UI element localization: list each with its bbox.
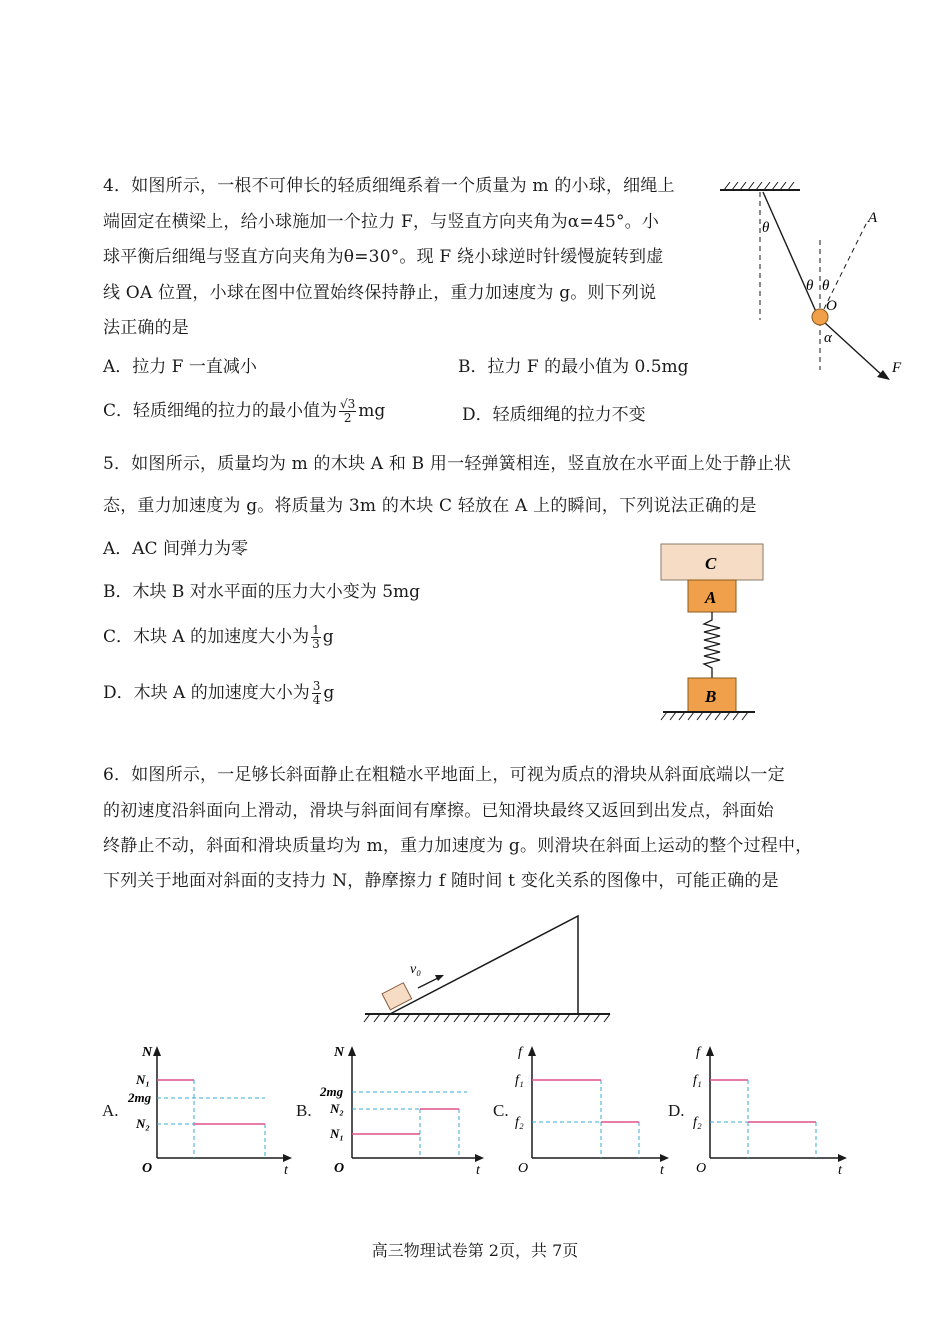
q5-option-c-fraction (311, 624, 321, 651)
page-footer: 高三物理试卷第 2页，共 7页 (371, 1241, 579, 1260)
q4-line-3: 球平衡后细绳与竖直方向夹角为θ=30°。现 F 绕小球逆时针缓慢旋转到虚 (103, 247, 664, 267)
q4-option-c-fraction (339, 398, 356, 425)
q4-figure (700, 180, 920, 390)
graph-b-label-3: N₁ (330, 1126, 344, 1141)
q4-line-1: 4．如图所示，一根不可伸长的轻质细绳系着一个质量为 m 的小球，细绳上 (103, 176, 675, 196)
q5-line-1: 5．如图所示，质量均为 m 的木块 A 和 B 用一轻弹簧相连，竖直放在水平面上处于静止状 (103, 454, 792, 474)
q4-theta-right: θ (822, 278, 830, 294)
q5-option-b: B．木块 B 对水平面的压力大小变为 5mg (103, 582, 421, 602)
graph-c-label-2: f₂ (515, 1115, 524, 1130)
graph-d-label-1: f₁ (693, 1073, 702, 1088)
graph-b-xlabel: t (476, 1163, 480, 1178)
graph-c-origin: O (518, 1161, 529, 1176)
fraction-denominator: 2 (343, 411, 352, 425)
graph-d-label-2: f₂ (693, 1115, 702, 1130)
block-c-label: C (705, 554, 717, 573)
graph-c-label-1: f₁ (515, 1073, 524, 1088)
q6-line-2: 的初速度沿斜面向上滑动，滑块与斜面间有摩擦。已知滑块最终又返回到出发点，斜面始 (103, 801, 774, 821)
graph-a-xlabel: t (284, 1163, 288, 1178)
q6-incline-figure (360, 910, 620, 1025)
graph-b-origin: O (334, 1161, 345, 1176)
q4-theta-left: θ (806, 278, 814, 294)
q5-line-2: 态，重力加速度为 g。将质量为 3m 的木块 C 轻放在 A 上的瞬间，下列说法正确的是 (103, 496, 757, 516)
graph-a-label-2: 2mg (128, 1090, 152, 1105)
spring (704, 612, 720, 678)
graph-d-option: D. (668, 1101, 685, 1120)
graph-d-xlabel: t (838, 1163, 842, 1178)
graph-a-ylabel: N (142, 1045, 153, 1060)
graph-c-xlabel: t (660, 1163, 664, 1178)
graph-c-option: C. (493, 1101, 509, 1120)
graph-b-label-1: 2mg (320, 1084, 344, 1099)
fraction-numerator: √3 (340, 397, 356, 411)
graph-c-ylabel: f (518, 1045, 522, 1060)
q5-option-c-text: C．木块 A 的加速度大小为 (103, 627, 310, 647)
q5-option-d-unit: g (323, 683, 335, 703)
q5-option-a: A．AC 间弹力为零 (103, 539, 248, 559)
q4-option-c (103, 398, 385, 425)
block-b-label: B (705, 687, 717, 706)
q4-option-a: A．拉力 F 一直减小 (103, 357, 257, 377)
q4-line-5: 法正确的是 (103, 318, 189, 338)
graph-b-label-2: N₂ (330, 1101, 344, 1116)
q4-label-a: A (868, 210, 878, 226)
fraction-numerator: 1 (312, 623, 320, 637)
block-a-label: A (705, 588, 717, 607)
v0-label: v₀ (410, 962, 422, 977)
q4-label-f: F (892, 360, 902, 376)
fraction-denominator: 3 (312, 637, 320, 651)
q5-option-d-fraction (312, 680, 322, 707)
q5-option-c (103, 624, 334, 651)
graph-b-ylabel: N (334, 1045, 345, 1060)
q4-line-2: 端固定在横梁上，给小球施加一个拉力 F，与竖直方向夹角为α=45°。小 (103, 212, 660, 232)
graph-c (510, 1040, 680, 1178)
fraction-numerator: 3 (312, 679, 321, 693)
graph-a (128, 1040, 298, 1178)
q5-option-c-unit: g (322, 627, 334, 647)
q6-line-3: 终静止不动，斜面和滑块质量均为 m，重力加速度为 g。则滑块在斜面上运动的整个过程中， (103, 836, 813, 856)
q4-option-c-text: C．轻质细绳的拉力的最小值为 (103, 401, 338, 421)
q4-option-d: D．轻质细绳的拉力不变 (462, 405, 646, 425)
q5-figure (655, 540, 775, 725)
fraction-denominator: 4 (312, 693, 321, 707)
graph-a-origin: O (142, 1161, 153, 1176)
q4-option-b: B．拉力 F 的最小值为 0.5mg (458, 357, 689, 377)
q6-line-1: 6．如图所示，一足够长斜面静止在粗糙水平地面上，可视为质点的滑块从斜面底端以一定 (103, 765, 785, 785)
q4-theta-top: θ (762, 220, 770, 236)
graph-b-option: B. (296, 1101, 312, 1120)
graph-a-option: A. (102, 1101, 119, 1120)
q6-line-4: 下列关于地面对斜面的支持力 N，静摩擦力 f 随时间 t 变化关系的图像中，可能正确的是 (103, 871, 779, 891)
graph-a-label-3: N₂ (136, 1116, 150, 1131)
q4-label-alpha: α (824, 330, 832, 346)
q5-option-d (103, 680, 334, 707)
q4-line-4: 线 OA 位置，小球在图中位置始终保持静止，重力加速度为 g。则下列说 (103, 283, 657, 303)
q5-option-d-text: D．木块 A 的加速度大小为 (103, 683, 310, 703)
graph-d-origin: O (696, 1161, 707, 1176)
graph-d-ylabel: f (696, 1045, 700, 1060)
graph-b (320, 1040, 490, 1178)
graph-a-label-1: N₁ (136, 1072, 150, 1087)
q4-label-o: O (826, 298, 837, 314)
graph-d (690, 1040, 860, 1178)
q4-option-c-unit: mg (358, 401, 386, 421)
